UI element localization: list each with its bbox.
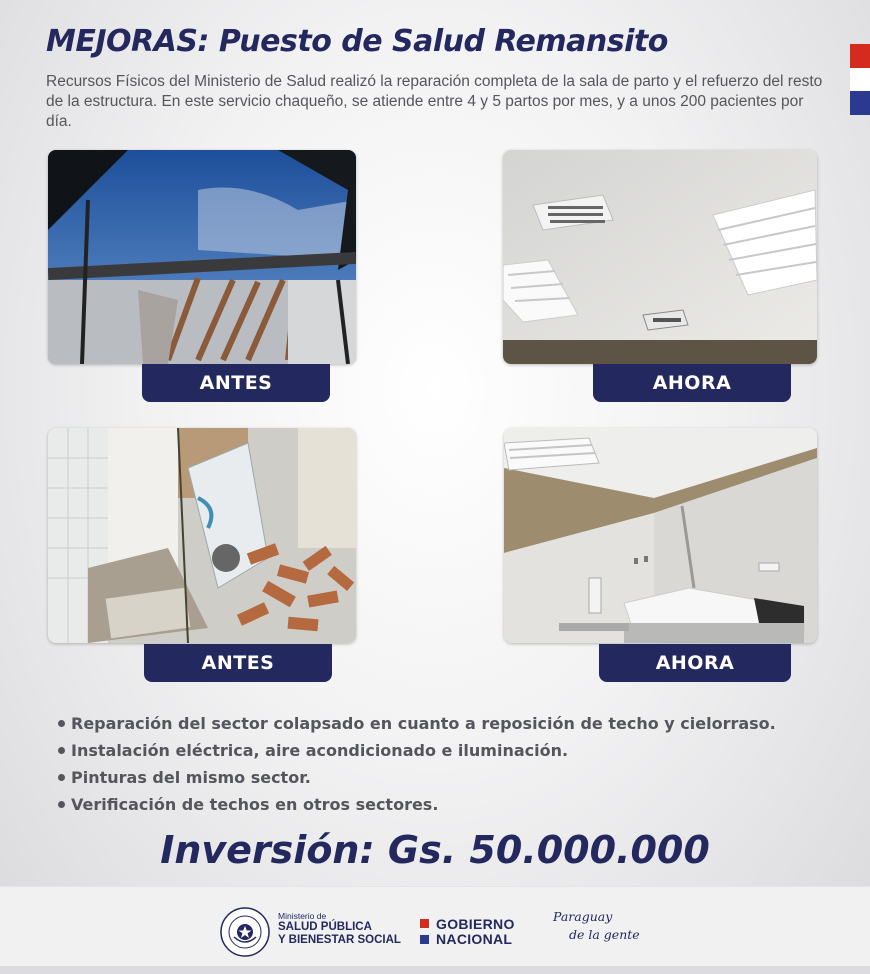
footer xyxy=(0,886,870,966)
bullet-icon xyxy=(58,720,65,727)
list-item: Verificación de techos en otros sectores. xyxy=(58,791,776,818)
bullet-icon xyxy=(58,774,65,781)
investment-amount: Inversión: Gs. 50.000.000 xyxy=(160,828,710,872)
before-photo-rubble xyxy=(48,428,356,643)
before-label-1: ANTES xyxy=(142,364,330,402)
list-item: Instalación eléctrica, aire acondicionado e iluminación. xyxy=(58,737,776,764)
slogan-logo: Paraguay de la gente xyxy=(553,909,640,942)
intro-text: Recursos Físicos del Ministerio de Salud realizó la reparación completa de la sala de parto y el refuerzo del resto de la estructura. En este servicio chaqueño, se atiende entre 4 y 5 partos por mes, y a unos 200 pacientes por día. xyxy=(46,73,823,130)
footer-strip xyxy=(0,966,870,974)
bullet-icon xyxy=(58,801,65,808)
page-title: MEJORAS: Puesto de Salud Remansito xyxy=(46,24,668,59)
red-square-icon xyxy=(420,919,429,928)
bullet-icon xyxy=(58,747,65,754)
national-seal-icon xyxy=(220,907,270,957)
list-item: Pinturas del mismo sector. xyxy=(58,764,776,791)
before-photo-roof xyxy=(48,150,356,364)
after-label-2: AHORA xyxy=(599,644,791,682)
list-item: Reparación del sector colapsado en cuanto a reposición de techo y cielorraso. xyxy=(58,710,776,737)
after-label-1: AHORA xyxy=(593,364,791,402)
after-photo-delivery-room xyxy=(504,428,817,643)
before-label-2: ANTES xyxy=(144,644,332,682)
after-photo-ceiling xyxy=(503,150,817,364)
ministry-logo: Ministerio de SALUD PÚBLICA Y BIENESTAR SOCIAL xyxy=(278,911,401,946)
paraguay-flag-icon xyxy=(850,44,870,115)
blue-square-icon xyxy=(420,935,429,944)
improvements-list xyxy=(58,710,776,818)
